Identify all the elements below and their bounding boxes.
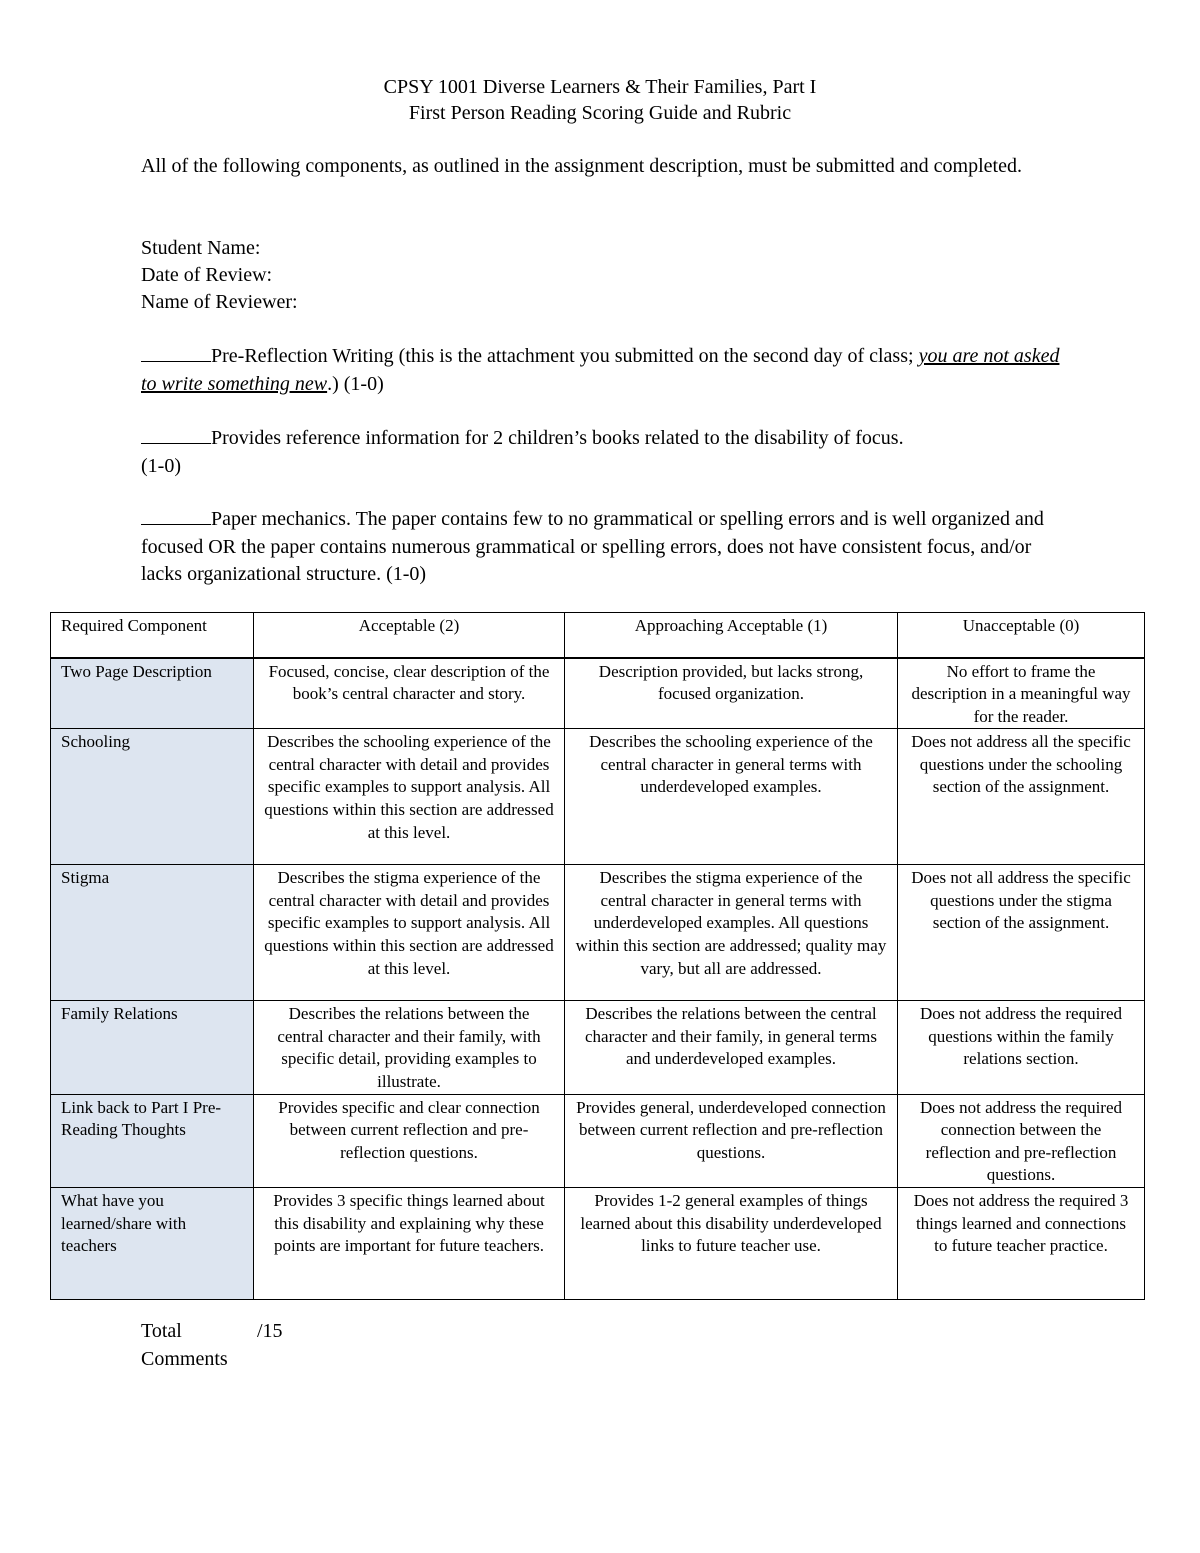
checklist-item-pre-reflection <box>141 343 1071 398</box>
total-value: /15 <box>257 1320 283 1342</box>
item-text: Provides reference information for 2 children’s books related to the disability of focus. <box>211 427 904 449</box>
row-approaching: Provides 1-2 general examples of things learned about this disability underdeveloped links to future teacher use. <box>565 1188 898 1300</box>
row-acceptable: Describes the relations between the central character and their family, with specific detail, providing examples to illustrate. <box>254 1001 565 1094</box>
checklist-item-references <box>141 425 1071 480</box>
row-acceptable: Provides specific and clear connection between current reflection and pre-reflection questions. <box>254 1094 565 1187</box>
student-name-field: Student Name: <box>141 237 261 259</box>
row-acceptable: Provides 3 specific things learned about this disability and explaining why these points are important for future teachers. <box>254 1188 565 1300</box>
date-of-review-field: Date of Review: <box>141 264 273 286</box>
checklist-item-mechanics <box>141 506 1071 589</box>
document-subtitle: First Person Reading Scoring Guide and Rubric <box>408 102 792 124</box>
table-row <box>51 865 1145 1001</box>
name-of-reviewer-field: Name of Reviewer: <box>141 291 298 313</box>
document-title: CPSY 1001 Diverse Learners & Their Families, Part I <box>383 76 817 98</box>
score-blank <box>141 425 211 444</box>
row-approaching: Description provided, but lacks strong, focused organization. <box>565 658 898 729</box>
row-unacceptable: Does not all address the specific questions under the stigma section of the assignment. <box>898 865 1145 1001</box>
row-component: What have you learned/share with teachers <box>51 1188 254 1300</box>
item-text: Paper mechanics. The paper contains few to no grammatical or spelling errors and is well organized and focused OR the paper contains numerous grammatical or spelling errors, does not have consistent focus, and/or lacks organizational structure. (1-0) <box>141 508 1044 585</box>
row-component: Family Relations <box>51 1001 254 1094</box>
row-unacceptable: Does not address the required connection between the reflection and pre-reflection questions. <box>898 1094 1145 1187</box>
intro-paragraph: All of the following components, as outlined in the assignment description, must be submitted and completed. <box>141 155 1022 177</box>
row-component: Two Page Description <box>51 658 254 729</box>
item-text: Pre-Reflection Writing (this is the attachment you submitted on the second day of class; <box>211 345 914 367</box>
rubric-table <box>50 612 1145 1300</box>
row-unacceptable: Does not address the required questions within the family relations section. <box>898 1001 1145 1094</box>
row-acceptable: Describes the stigma experience of the central character with detail and provides specific examples to support analysis. All questions within this section are addressed at this level. <box>254 865 565 1001</box>
row-approaching: Describes the relations between the central character and their family, in general terms and underdeveloped examples. <box>565 1001 898 1094</box>
row-acceptable: Describes the schooling experience of the central character with detail and provides specific examples to support analysis. All questions within this section are addressed at this level. <box>254 729 565 865</box>
item-score: (1-0) <box>141 454 181 477</box>
score-blank <box>141 506 211 525</box>
table-row <box>51 729 1145 865</box>
comments-label: Comments <box>141 1347 228 1370</box>
table-row <box>51 1094 1145 1187</box>
row-unacceptable: Does not address all the specific questions under the schooling section of the assignment. <box>898 729 1145 865</box>
row-acceptable: Focused, concise, clear description of the book’s central character and story. <box>254 658 565 729</box>
table-row <box>51 1188 1145 1300</box>
header-unacceptable: Unacceptable (0) <box>898 613 1145 658</box>
row-unacceptable: Does not address the required 3 things learned and connections to future teacher practice. <box>898 1188 1145 1300</box>
header-acceptable: Acceptable (2) <box>254 613 565 658</box>
row-component: Link back to Part I Pre-Reading Thoughts <box>51 1094 254 1187</box>
row-component: Schooling <box>51 729 254 865</box>
row-component: Stigma <box>51 865 254 1001</box>
row-approaching: Provides general, underdeveloped connection between current reflection and pre-reflection questions. <box>565 1094 898 1187</box>
header-component: Required Component <box>51 613 254 658</box>
header-approaching: Approaching Acceptable (1) <box>565 613 898 658</box>
table-row <box>51 1001 1145 1094</box>
score-blank <box>141 343 211 362</box>
total-label: Total <box>141 1320 182 1342</box>
table-row <box>51 658 1145 729</box>
row-approaching: Describes the stigma experience of the central character in general terms with underdeveloped examples. All questions within this section are addressed; quality may vary, but all are addressed. <box>565 865 898 1001</box>
item-score: .) (1-0) <box>327 372 384 395</box>
item-emphasis: you are not asked to write something new <box>141 345 1060 395</box>
total-section <box>141 1318 283 1373</box>
row-approaching: Describes the schooling experience of the central character in general terms with underdeveloped examples. <box>565 729 898 865</box>
row-unacceptable: No effort to frame the description in a meaningful way for the reader. <box>898 658 1145 729</box>
rubric-header-row <box>51 613 1145 658</box>
